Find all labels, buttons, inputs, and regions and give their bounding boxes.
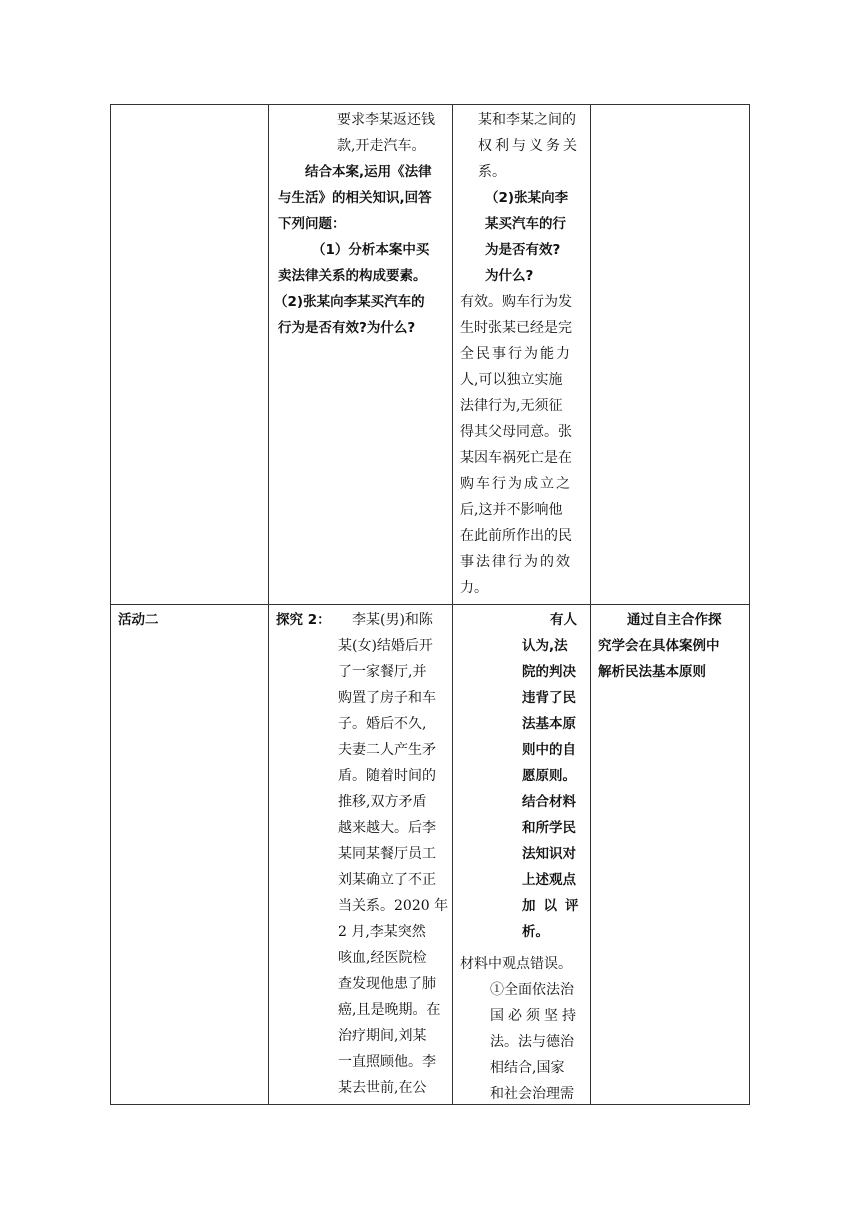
text-line: 了一家餐厅,并 [338, 664, 427, 680]
question-line: 认为,法 [522, 638, 568, 654]
text-line: 系。 [478, 164, 506, 180]
text-line: 当关系。2020 年 [338, 898, 449, 914]
answer-line: 人,可以独立实施 [460, 372, 563, 388]
text-line: 盾。随着时间的 [338, 768, 436, 784]
text-line: 2 月,李某突然 [338, 924, 426, 940]
inquiry-label: 探究 2： [276, 612, 331, 628]
answer-line: 得其父母同意。张 [460, 424, 572, 440]
goal-line: 究学会在具体案例中 [598, 638, 720, 654]
question-line: 为是否有效? [485, 242, 561, 258]
answer-line: 购车行为成立之 [460, 476, 572, 492]
question-line: （2)张某向李某买汽车的 [274, 294, 425, 310]
question-line: 上述观点 [522, 872, 576, 888]
question-line: 愿原则。 [522, 768, 576, 784]
answer-line: 和社会治理需 [490, 1086, 574, 1102]
answer-line: 在此前所作出的民 [460, 528, 572, 544]
question-line: 和所学民 [522, 820, 576, 836]
question-line: 院的判决 [522, 664, 576, 680]
question-line: 某买汽车的行 [485, 216, 566, 232]
text-line: 款,开走汽车。 [337, 138, 426, 154]
answer-line: 某因车祸死亡是在 [460, 450, 572, 466]
question-line: 为什么? [485, 268, 534, 284]
answer-line: 力。 [460, 580, 488, 596]
text-line: 李某(男)和陈 [352, 612, 433, 628]
text-line: 某和李某之间的 [478, 112, 576, 128]
text-line: 刘某确立了不正 [338, 872, 436, 888]
text-line: 癌,且是晚期。在 [338, 1002, 441, 1018]
text-line: 子。婚后不久, [338, 716, 427, 732]
text-line: 结合本案,运用《法律 [305, 164, 432, 180]
text-line: 夫妻二人产生矛 [338, 742, 436, 758]
text-line: 下列问题： [278, 216, 346, 232]
answer-line: 法律行为,无须征 [460, 398, 563, 414]
text-line: 一直照顾他。李 [338, 1054, 436, 1070]
question-line: 行为是否有效?为什么? [278, 320, 416, 336]
answer-line: 材料中观点错误。 [460, 956, 572, 972]
text-line: 越来越大。后李 [338, 820, 436, 836]
question-line: 结合材料 [522, 794, 576, 810]
question-line: 则中的自 [522, 742, 576, 758]
question-line: （2)张某向李 [485, 190, 569, 206]
goal-line: 通过自主合作探 [627, 612, 722, 628]
answer-line: 后,这并不影响他 [460, 502, 563, 518]
text-line: 某(女)结婚后开 [338, 638, 433, 654]
answer-line: 国必须坚持 [490, 1008, 580, 1024]
activity-label: 活动二 [118, 612, 159, 628]
question-line: （1）分析本案中买 [312, 242, 430, 258]
answer-line: 事法律行为的效 [460, 554, 572, 570]
text-line: 咳血,经医院检 [338, 950, 427, 966]
text-line: 某去世前,在公 [338, 1080, 427, 1096]
question-line: 法知识对 [522, 846, 576, 862]
text-line: 查发现他患了肺 [338, 976, 436, 992]
text-line: 权利与义务关 [478, 138, 580, 154]
question-line: 违背了民 [522, 690, 576, 706]
question-line: 卖法律关系的构成要素。 [278, 268, 427, 284]
question-line: 析。 [522, 924, 549, 940]
answer-line: ①全面依法治 [490, 982, 574, 998]
question-line: 有人 [550, 612, 577, 628]
goal-line: 解析民法基本原则 [598, 664, 706, 680]
answer-line: 相结合,国家 [490, 1060, 565, 1076]
text-line: 治疗期间,刘某 [338, 1028, 427, 1044]
text-line: 推移,双方矛盾 [338, 794, 427, 810]
text-line: 要求李某返还钱 [337, 112, 435, 128]
answer-line: 有效。购车行为发 [460, 294, 572, 310]
question-line: 法基本原 [522, 716, 576, 732]
answer-line: 法。法与德治 [490, 1034, 574, 1050]
answer-line: 全民事行为能力 [460, 346, 572, 362]
text-line: 与生活》的相关知识,回答 [278, 190, 432, 206]
text-line: 某同某餐厅员工 [338, 846, 436, 862]
question-line: 加以评 [522, 898, 587, 914]
text-line: 购置了房子和车 [338, 690, 436, 706]
answer-line: 生时张某已经是完 [460, 320, 572, 336]
